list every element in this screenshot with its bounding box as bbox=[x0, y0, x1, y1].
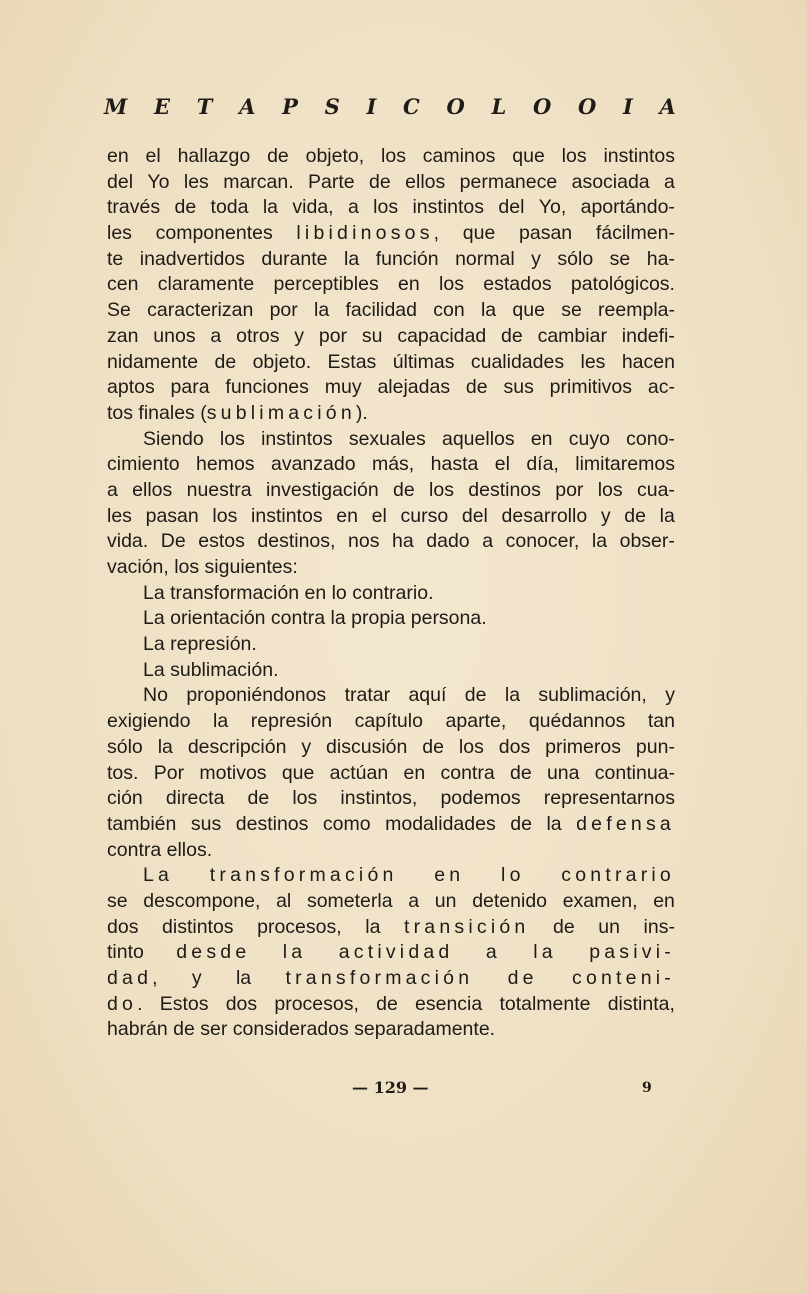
word: objeto, bbox=[305, 145, 365, 167]
word: totalmente bbox=[499, 992, 591, 1015]
word: defensa bbox=[576, 812, 675, 835]
word: de bbox=[510, 812, 532, 835]
text-line bbox=[107, 838, 675, 864]
word: y bbox=[600, 504, 611, 527]
word: transformación bbox=[209, 864, 398, 887]
word: zan bbox=[107, 324, 139, 347]
word: instintos bbox=[412, 196, 485, 219]
word: como bbox=[322, 812, 371, 835]
word: componentes bbox=[155, 222, 273, 245]
word: muy bbox=[324, 376, 362, 399]
text-line bbox=[107, 889, 675, 915]
word: los bbox=[381, 145, 406, 167]
text-line bbox=[107, 375, 675, 401]
text-line bbox=[107, 683, 675, 709]
word: actúan bbox=[329, 761, 389, 784]
word: Estos bbox=[159, 992, 209, 1015]
word: ellos bbox=[132, 478, 173, 501]
word: más, bbox=[371, 453, 415, 476]
word: someterla bbox=[306, 889, 393, 912]
text-line bbox=[107, 966, 675, 992]
word: de bbox=[174, 196, 197, 219]
word: la bbox=[157, 735, 173, 758]
word: en bbox=[530, 427, 553, 450]
word: tan bbox=[647, 710, 675, 733]
word: aquellos bbox=[441, 427, 515, 450]
text-line bbox=[107, 863, 675, 889]
word: descompone, bbox=[143, 889, 261, 912]
word: de bbox=[465, 376, 488, 399]
running-head-letter: M bbox=[104, 94, 128, 119]
word: los bbox=[429, 478, 454, 501]
word: represión bbox=[250, 710, 333, 733]
word: detenido bbox=[472, 889, 548, 912]
text-line bbox=[107, 298, 675, 324]
word: De bbox=[160, 530, 186, 553]
text-line bbox=[107, 195, 675, 221]
word: de bbox=[369, 170, 391, 193]
word: facilidad bbox=[345, 299, 417, 322]
running-head-letter: S bbox=[324, 94, 340, 119]
word: por bbox=[269, 299, 298, 322]
running-head-letter: O bbox=[446, 94, 465, 119]
text-line bbox=[107, 812, 675, 838]
text-line bbox=[107, 581, 675, 607]
word: distintos bbox=[162, 915, 234, 938]
word: el bbox=[494, 453, 510, 476]
text-line bbox=[107, 992, 675, 1018]
text-line bbox=[107, 504, 675, 530]
word: de bbox=[267, 145, 289, 167]
word: asociada bbox=[571, 170, 650, 193]
word: ción bbox=[107, 787, 143, 810]
word: a bbox=[347, 196, 359, 219]
word: pasivi- bbox=[589, 941, 675, 964]
word: ac- bbox=[647, 376, 675, 399]
word: que bbox=[462, 222, 496, 245]
word: que bbox=[281, 761, 315, 784]
word: cualidades bbox=[470, 350, 565, 373]
word: representarnos bbox=[543, 787, 675, 810]
word: de bbox=[624, 504, 646, 527]
word: Yo bbox=[147, 170, 170, 193]
word: los bbox=[292, 787, 318, 810]
text-line bbox=[107, 170, 675, 196]
text-line bbox=[107, 632, 675, 658]
body-text bbox=[107, 144, 675, 1043]
word: en bbox=[107, 145, 129, 167]
word: conocer, bbox=[505, 530, 580, 553]
word: la bbox=[213, 710, 229, 733]
word: los bbox=[439, 273, 464, 296]
word: examen, bbox=[562, 889, 638, 912]
word: funciones bbox=[225, 376, 309, 399]
running-head-letter: T bbox=[196, 94, 213, 119]
word: la bbox=[262, 196, 279, 219]
word: modalidades bbox=[385, 812, 496, 835]
word: estos bbox=[198, 530, 245, 553]
word: ellos bbox=[405, 170, 446, 193]
word: de bbox=[553, 915, 575, 938]
word: objeto. bbox=[252, 350, 312, 373]
word: en bbox=[653, 889, 675, 912]
word: claramente bbox=[157, 273, 255, 296]
word: hallazgo bbox=[177, 145, 251, 167]
text-line bbox=[107, 427, 675, 453]
word: a bbox=[485, 941, 501, 964]
word: sus bbox=[503, 376, 534, 399]
word: los bbox=[219, 427, 245, 450]
text-line bbox=[107, 761, 675, 787]
word: de bbox=[376, 992, 398, 1015]
word: dado bbox=[426, 530, 470, 553]
running-head-letter: E bbox=[153, 94, 170, 119]
word: los bbox=[212, 504, 238, 527]
word: motivos bbox=[199, 761, 267, 784]
text-segment: La transformación en lo contrario. bbox=[143, 581, 434, 604]
text-segment: contra ellos. bbox=[107, 838, 213, 861]
word: pun- bbox=[635, 735, 675, 758]
word: ha bbox=[392, 530, 414, 553]
word: del bbox=[498, 196, 525, 219]
word: sexuales bbox=[348, 427, 426, 450]
signature-mark: 9 bbox=[642, 1080, 652, 1096]
word: con bbox=[433, 299, 465, 322]
text-segment: La represión. bbox=[143, 633, 257, 656]
word: conteni- bbox=[572, 967, 675, 989]
word: instintos bbox=[603, 145, 675, 167]
word: Estas bbox=[327, 350, 377, 373]
word: continua- bbox=[594, 761, 675, 784]
word: avanzado bbox=[270, 453, 356, 476]
word: por bbox=[555, 478, 584, 501]
word: inadvertidos bbox=[139, 247, 245, 270]
word: obser- bbox=[619, 530, 675, 553]
word: Siendo bbox=[143, 427, 204, 450]
word: pasan bbox=[519, 222, 573, 245]
running-head-letter: C bbox=[403, 94, 420, 119]
word: Parte bbox=[308, 170, 355, 193]
word: y bbox=[191, 967, 202, 989]
word: les bbox=[580, 350, 606, 373]
word: les bbox=[107, 222, 132, 245]
word: esencia bbox=[415, 992, 483, 1015]
word: función bbox=[375, 247, 439, 270]
word: cambiar bbox=[537, 324, 607, 347]
word: normal bbox=[455, 247, 515, 270]
word: la bbox=[365, 915, 381, 938]
word: los bbox=[561, 145, 587, 167]
word: nidamente bbox=[107, 350, 199, 373]
word: la bbox=[235, 967, 252, 989]
word: distinta, bbox=[607, 992, 675, 1015]
word: tratar bbox=[344, 684, 391, 707]
word: instintos, bbox=[340, 787, 418, 810]
running-head-letter: A bbox=[239, 94, 256, 119]
word: do. bbox=[107, 992, 143, 1015]
word: Se bbox=[107, 299, 131, 322]
word: nos bbox=[348, 530, 380, 553]
text-line bbox=[107, 452, 675, 478]
text-line bbox=[107, 478, 675, 504]
word: los bbox=[373, 196, 399, 219]
word: cua- bbox=[636, 478, 675, 501]
word: vida, bbox=[292, 196, 334, 219]
word: por bbox=[318, 324, 348, 347]
word: caminos bbox=[422, 145, 496, 167]
word: Por bbox=[153, 761, 185, 784]
word: actividad bbox=[338, 941, 454, 964]
word: el bbox=[145, 145, 161, 167]
word: cono- bbox=[626, 427, 675, 450]
word: un bbox=[598, 915, 620, 938]
word: en bbox=[398, 273, 420, 296]
running-head-letter: L bbox=[491, 94, 507, 119]
word: de bbox=[214, 350, 237, 373]
word: te bbox=[107, 247, 124, 270]
word: hacen bbox=[621, 350, 675, 373]
text-line bbox=[107, 606, 675, 632]
word: dos bbox=[498, 735, 531, 758]
word: de bbox=[393, 478, 415, 501]
text-line bbox=[107, 709, 675, 735]
text-line bbox=[107, 221, 675, 247]
word: la bbox=[591, 530, 608, 553]
word: también bbox=[107, 812, 177, 835]
word: se bbox=[561, 299, 582, 322]
word: través bbox=[107, 196, 161, 219]
word: les bbox=[107, 504, 132, 527]
text-line bbox=[107, 272, 675, 298]
word: los bbox=[597, 478, 623, 501]
word: caracterizan bbox=[147, 299, 254, 322]
word: capítulo bbox=[354, 710, 423, 733]
text-segment: ). bbox=[355, 401, 368, 424]
word: de bbox=[501, 324, 523, 347]
word: marcan. bbox=[223, 170, 294, 193]
text-segment: vación, los siguientes: bbox=[107, 556, 298, 578]
spaced-emphasis: sublimación bbox=[206, 401, 356, 424]
word: libidinosos, bbox=[296, 222, 440, 245]
word: limitaremos bbox=[575, 453, 675, 476]
word: sublimación, bbox=[538, 684, 647, 707]
word: cimiento bbox=[107, 453, 180, 476]
word: lo bbox=[501, 864, 525, 887]
text-segment: La sublimación. bbox=[143, 658, 279, 681]
word: del bbox=[461, 504, 488, 527]
word: primitivos bbox=[549, 376, 633, 399]
word: La bbox=[143, 864, 174, 887]
word: a bbox=[664, 170, 675, 193]
word: indefi- bbox=[621, 324, 675, 347]
word: instintos bbox=[251, 504, 323, 527]
word: reempla- bbox=[598, 299, 675, 322]
word: aptos bbox=[107, 376, 155, 399]
word: sus bbox=[190, 812, 222, 835]
word: perceptibles bbox=[273, 273, 379, 296]
text-line bbox=[107, 915, 675, 941]
word: procesos, bbox=[274, 992, 359, 1015]
text-line bbox=[107, 940, 675, 966]
word: nuestra bbox=[186, 478, 252, 501]
word: exigiendo bbox=[107, 710, 191, 733]
running-head-letter: A bbox=[659, 94, 676, 119]
word: la bbox=[504, 684, 521, 707]
text-line bbox=[107, 735, 675, 761]
word: y bbox=[531, 247, 541, 270]
word: de bbox=[422, 735, 444, 758]
word: ins- bbox=[643, 915, 675, 938]
text-line bbox=[107, 1017, 675, 1043]
word: instintos bbox=[261, 427, 333, 450]
running-head-letter: P bbox=[282, 94, 298, 119]
word: la bbox=[480, 299, 497, 322]
word: procesos, bbox=[257, 915, 342, 938]
word: pasan bbox=[145, 504, 199, 527]
word: en bbox=[434, 864, 465, 887]
word: capacidad bbox=[397, 324, 487, 347]
word: cuyo bbox=[568, 427, 610, 450]
word: los bbox=[458, 735, 484, 758]
word: descripción bbox=[187, 735, 287, 758]
word: fácilmen- bbox=[595, 222, 675, 245]
word: patológicos. bbox=[570, 273, 675, 296]
word: en bbox=[403, 761, 426, 784]
word: contrario bbox=[561, 864, 675, 887]
word: permanece bbox=[459, 170, 558, 193]
word: la bbox=[314, 299, 330, 322]
running-head-letter: O bbox=[532, 94, 552, 119]
word: para bbox=[170, 376, 210, 399]
text-line bbox=[107, 786, 675, 812]
word: curso bbox=[400, 504, 449, 527]
word: Yo, bbox=[538, 196, 567, 219]
word: que bbox=[512, 145, 545, 167]
word: alejadas bbox=[377, 376, 451, 399]
word: primeros bbox=[545, 735, 621, 758]
page-number: — 129 — bbox=[352, 1078, 429, 1097]
word: la bbox=[546, 812, 562, 835]
text-line bbox=[107, 658, 675, 684]
word: dos bbox=[107, 915, 139, 938]
text-line bbox=[107, 401, 675, 427]
word: destinos, bbox=[257, 530, 336, 553]
word: hemos bbox=[196, 453, 255, 476]
word: les bbox=[183, 170, 209, 193]
word: en bbox=[336, 504, 358, 527]
word: de bbox=[247, 787, 270, 810]
word: aportándo- bbox=[580, 196, 675, 219]
word: discusión bbox=[326, 735, 408, 758]
word: otros bbox=[236, 324, 280, 347]
word: unos bbox=[153, 324, 196, 347]
word: contra bbox=[440, 761, 495, 784]
word: dos bbox=[225, 992, 258, 1015]
word: del bbox=[107, 170, 134, 193]
word: podemos bbox=[440, 787, 521, 810]
word: transición bbox=[403, 915, 530, 938]
word: sólo bbox=[557, 247, 594, 270]
text-line bbox=[107, 144, 675, 170]
word: ha- bbox=[646, 247, 675, 270]
word: aparte, bbox=[445, 710, 507, 733]
word: transformación bbox=[285, 967, 474, 989]
running-head bbox=[104, 94, 676, 119]
text-segment: habrán de ser considerados separadamente. bbox=[107, 1018, 496, 1041]
text-line bbox=[107, 324, 675, 350]
word: sólo bbox=[107, 735, 143, 758]
word: a bbox=[210, 324, 222, 347]
word: aquí bbox=[408, 684, 447, 707]
word: la bbox=[659, 504, 675, 527]
word: día, bbox=[526, 453, 559, 476]
word: a bbox=[107, 478, 118, 501]
word: dad, bbox=[107, 967, 158, 989]
word: de bbox=[464, 684, 487, 707]
running-head-letter: I bbox=[623, 94, 633, 119]
word: directa bbox=[165, 787, 225, 810]
word: desde bbox=[176, 941, 251, 964]
running-head-letter: I bbox=[366, 94, 377, 119]
word: destinos bbox=[468, 478, 541, 501]
word: proponiéndonos bbox=[186, 684, 327, 707]
word: su bbox=[361, 324, 383, 347]
text-line bbox=[107, 350, 675, 376]
word: a bbox=[408, 889, 420, 912]
word: una bbox=[546, 761, 580, 784]
word: el bbox=[371, 504, 387, 527]
word: al bbox=[276, 889, 292, 912]
word: No bbox=[143, 684, 168, 707]
word: la bbox=[533, 941, 557, 964]
word: y bbox=[301, 735, 312, 758]
word: y bbox=[665, 684, 675, 707]
text-line bbox=[107, 529, 675, 555]
word: de bbox=[509, 761, 532, 784]
text-segment: tos finales ( bbox=[107, 401, 207, 424]
word: durante bbox=[261, 247, 328, 270]
word: que bbox=[512, 299, 545, 322]
word: la bbox=[282, 941, 307, 964]
word: desarrollo bbox=[501, 504, 588, 527]
word: últimas bbox=[392, 350, 455, 373]
text-line bbox=[107, 247, 675, 273]
word: se bbox=[107, 889, 128, 912]
word: la bbox=[344, 247, 360, 270]
text-line bbox=[107, 555, 675, 581]
word: toda bbox=[210, 196, 249, 219]
word: y bbox=[294, 324, 305, 347]
word: quédannos bbox=[528, 710, 626, 733]
word: estados bbox=[483, 273, 552, 296]
word: un bbox=[434, 889, 457, 912]
running-head-letter: O bbox=[577, 94, 597, 119]
word: vida. bbox=[107, 530, 149, 553]
word: destinos bbox=[235, 812, 309, 835]
word: tinto bbox=[107, 941, 144, 964]
word: de bbox=[507, 967, 538, 989]
word: se bbox=[609, 247, 631, 270]
word: a bbox=[482, 530, 494, 553]
text-segment: La orientación contra la propia persona. bbox=[143, 607, 487, 630]
word: hasta bbox=[430, 453, 479, 476]
word: tos. bbox=[107, 761, 139, 784]
word: cen bbox=[107, 273, 139, 296]
word: investigación bbox=[265, 478, 379, 501]
